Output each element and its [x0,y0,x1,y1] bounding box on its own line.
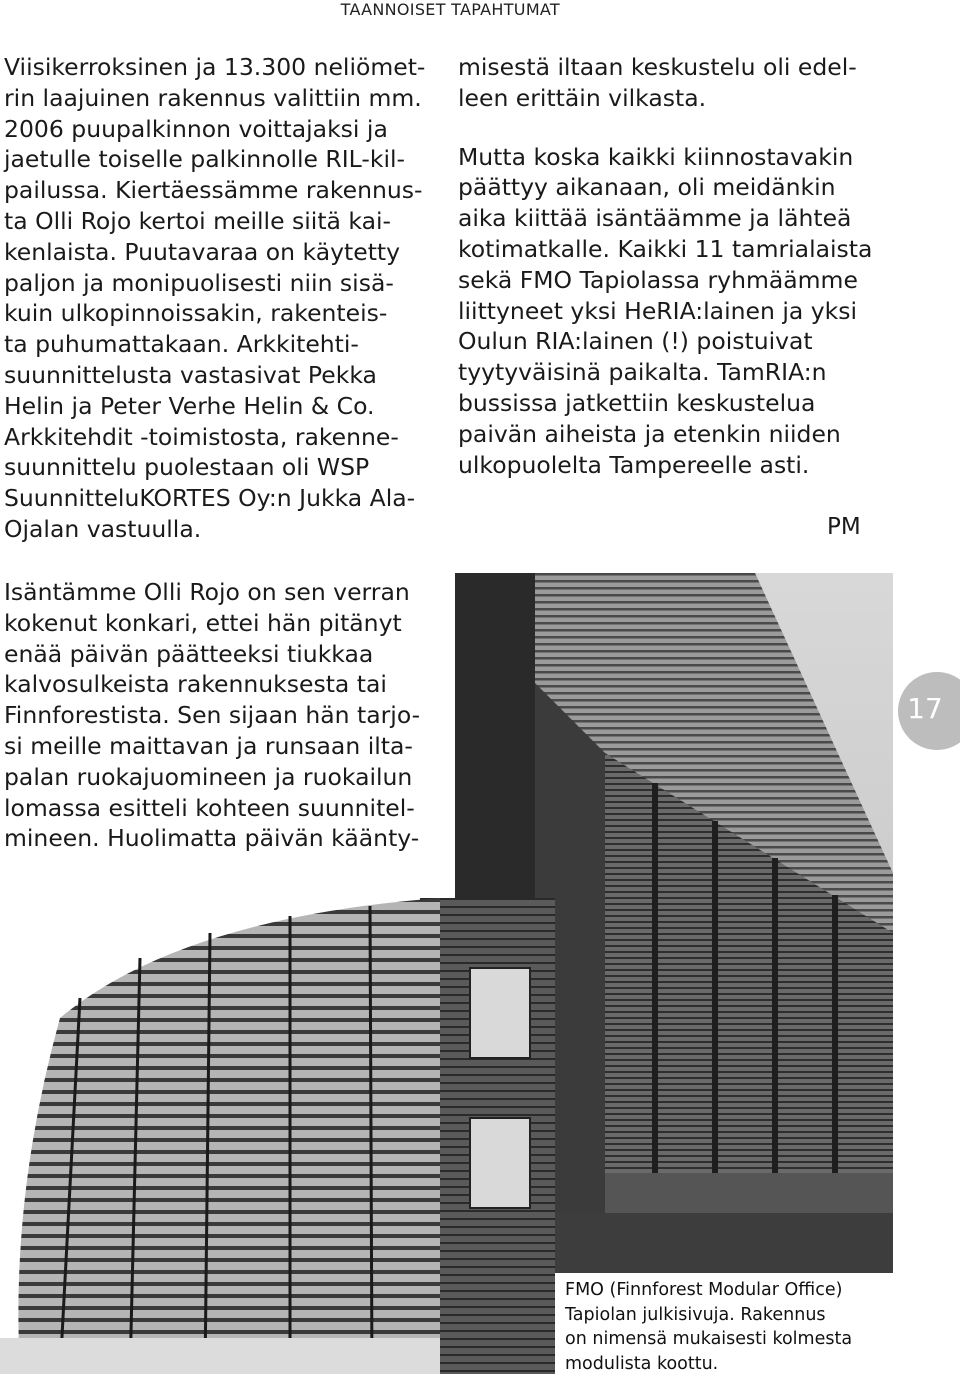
page-number: 17 [907,692,943,725]
article-paragraph: Mutta koska kaikki kiinnostavakin päättyy aikanaan, oli meidänkin aika kiittää isäntäämme ja lähteä kotimatkalle. Kaikki 11 tamrialaista sekä FMO Tapiolassa ryhmäämme liittyneet yksi HeRIA:lainen ja yksi Oulun RIA:lainen (!) poistuivat tyytyväisinä paikalta. TamRIA:n bussissa jatkettiin keskustelua paivän aiheista ja etenkin niiden ulkopuolelta Tampereelle asti. [458,142,873,479]
article-column-left-top [4,52,444,545]
curved-facade-illustration [0,898,555,1374]
author-signature: PM [827,514,861,540]
photo-caption: FMO (Finnforest Modular Office) Tapiolan julkisivuja. Rakennus on nimensä mukaisesti kolmesta modulista koottu. [565,1280,853,1374]
article-paragraph: Isäntämme Olli Rojo on sen verran kokenut konkari, ettei hän pitänyt enää päivän päätteeksi tiukkaa kalvosulkeista rakennuksesta tai Finnforestista. Sen sijaan hän tarjo- si meille maittavan ja runsaan ilta- palan ruokajuomineen ja ruokailun lomassa esitteli kohteen suunnitel- mineen. Huolimatta päivän käänty- [4,578,421,853]
curved-facade-photo [0,898,555,1374]
article-column-right [458,52,878,480]
article-paragraph: misestä iltaan keskustelu oli edel- leen erittäin vilkasta. [458,53,857,112]
article-column-left-bottom [4,577,444,854]
article-paragraph: Viisikerroksinen ja 13.300 neliömet- rin laajuinen rakennus valittiin mm. 2006 puupalkinnon voittajaksi ja jaetulle toiselle palkinnolle RIL-kil- pailussa. Kiertäessämme rakennus- ta Olli Rojo kertoi meille siitä kai- kenlaista. Puutavaraa on käytetty paljon ja monipuolisesti niin sisä- kuin ulkopinnoissakin, rakenteis- ta puhumattakaan. Arkkitehti- suunnittelusta vastasivat Pekka Helin ja Peter Verhe Helin & Co. Arkkitehdit -toimistosta, rakenne- suunnittelu puolestaan oli WSP SuunnitteluKORTES Oy:n Jukka Ala- Ojalan vastuulla. [4,53,426,543]
section-header: TAANNOISET TAPAHTUMAT [340,0,560,19]
